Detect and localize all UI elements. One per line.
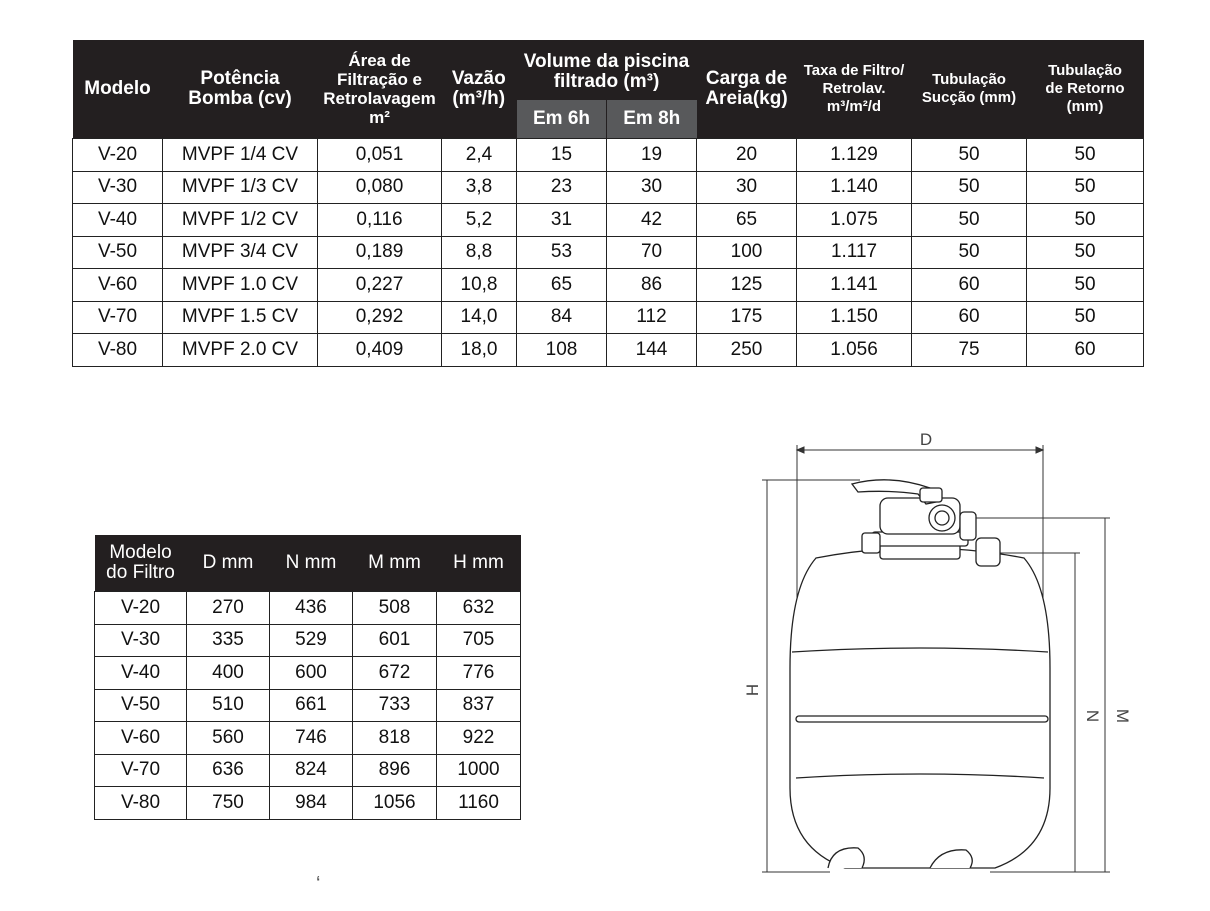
label-m: M	[1113, 708, 1132, 724]
header-em-6h: Em 6h	[517, 100, 607, 139]
cell-retorno: 50	[1027, 171, 1144, 204]
cell-modelo: V-40	[95, 657, 187, 690]
cell-n: 824	[270, 754, 353, 787]
header-succao: Tubulação Sucção (mm)	[912, 40, 1027, 139]
cell-succao: 50	[912, 171, 1027, 204]
cell-em-8h: 86	[607, 269, 697, 302]
header-carga: Carga de Areia(kg)	[697, 40, 797, 139]
cell-m: 1056	[353, 787, 437, 820]
cell-em-6h: 23	[517, 171, 607, 204]
cell-em-6h: 84	[517, 301, 607, 334]
cell-d: 335	[187, 624, 270, 657]
cell-modelo: V-30	[73, 171, 163, 204]
cell-retorno: 50	[1027, 204, 1144, 237]
cell-modelo: V-80	[95, 787, 187, 820]
cell-area: 0,189	[318, 236, 442, 269]
cell-succao: 60	[912, 269, 1027, 302]
cell-h: 776	[437, 657, 521, 690]
cell-h: 837	[437, 689, 521, 722]
cell-d: 510	[187, 689, 270, 722]
header-vazao: Vazão (m³/h)	[442, 40, 517, 139]
cell-succao: 60	[912, 301, 1027, 334]
cell-carga: 65	[697, 204, 797, 237]
cell-retorno: 50	[1027, 236, 1144, 269]
cell-d: 270	[187, 592, 270, 625]
tank-belt	[796, 716, 1048, 722]
cell-area: 0,292	[318, 301, 442, 334]
cell-modelo: V-60	[95, 722, 187, 755]
cell-potencia: MVPF 2.0 CV	[163, 334, 318, 367]
cell-h: 705	[437, 624, 521, 657]
tank-body	[790, 548, 1050, 868]
cell-n: 529	[270, 624, 353, 657]
cell-area: 0,409	[318, 334, 442, 367]
cell-n: 661	[270, 689, 353, 722]
cell-carga: 20	[697, 139, 797, 172]
cell-modelo: V-20	[73, 139, 163, 172]
header-area: Área de Filtração e Retrolavagem m²	[318, 40, 442, 139]
cell-potencia: MVPF 1/2 CV	[163, 204, 318, 237]
table-row	[95, 689, 521, 722]
cell-taxa: 1.056	[797, 334, 912, 367]
cell-modelo: V-40	[73, 204, 163, 237]
cell-d: 560	[187, 722, 270, 755]
cell-taxa: 1.129	[797, 139, 912, 172]
cell-potencia: MVPF 1/3 CV	[163, 171, 318, 204]
cell-h: 922	[437, 722, 521, 755]
dimensions-table	[94, 535, 521, 820]
header-taxa: Taxa de Filtro/ Retrolav. m³/m²/d	[797, 40, 912, 139]
cell-n: 600	[270, 657, 353, 690]
cell-succao: 50	[912, 139, 1027, 172]
filter-tank	[790, 480, 1050, 868]
table-row	[95, 722, 521, 755]
cell-taxa: 1.117	[797, 236, 912, 269]
spec-table-body	[73, 139, 1144, 367]
cell-area: 0,080	[318, 171, 442, 204]
cell-area: 0,116	[318, 204, 442, 237]
cell-em-8h: 112	[607, 301, 697, 334]
label-d: D	[919, 430, 933, 449]
cell-potencia: MVPF 1.0 CV	[163, 269, 318, 302]
cell-vazao: 8,8	[442, 236, 517, 269]
cell-carga: 125	[697, 269, 797, 302]
dimensions-table-header	[95, 535, 521, 592]
cell-modelo: V-50	[73, 236, 163, 269]
cell-area: 0,227	[318, 269, 442, 302]
cell-taxa: 1.150	[797, 301, 912, 334]
cell-em-6h: 15	[517, 139, 607, 172]
table-row	[95, 624, 521, 657]
cell-em-8h: 70	[607, 236, 697, 269]
cell-em-6h: 31	[517, 204, 607, 237]
cell-m: 818	[353, 722, 437, 755]
cell-taxa: 1.140	[797, 171, 912, 204]
spec-table	[72, 40, 1144, 367]
cell-m: 733	[353, 689, 437, 722]
cell-potencia: MVPF 1.5 CV	[163, 301, 318, 334]
cell-modelo: V-50	[95, 689, 187, 722]
header-potencia: Potência Bomba (cv)	[163, 40, 318, 139]
sand-filter-drawing	[740, 428, 1140, 888]
cell-carga: 30	[697, 171, 797, 204]
cell-carga: 250	[697, 334, 797, 367]
cell-n: 984	[270, 787, 353, 820]
header-m-mm: M mm	[353, 535, 437, 592]
header-modelo: Modelo	[73, 40, 163, 139]
cell-h: 1160	[437, 787, 521, 820]
table-row	[73, 171, 1144, 204]
table-row	[95, 657, 521, 690]
cell-em-8h: 144	[607, 334, 697, 367]
valve-side-port	[976, 538, 1000, 566]
cell-vazao: 2,4	[442, 139, 517, 172]
header-h-mm: H mm	[437, 535, 521, 592]
cell-em-6h: 53	[517, 236, 607, 269]
cell-m: 601	[353, 624, 437, 657]
cell-retorno: 50	[1027, 301, 1144, 334]
header-n-mm: N mm	[270, 535, 353, 592]
cell-potencia: MVPF 3/4 CV	[163, 236, 318, 269]
dimensions-table-body	[95, 592, 521, 820]
cell-retorno: 60	[1027, 334, 1144, 367]
header-retorno: Tubulação de Retorno (mm)	[1027, 40, 1144, 139]
table-row	[95, 592, 521, 625]
cell-m: 508	[353, 592, 437, 625]
table-row	[95, 754, 521, 787]
cell-taxa: 1.075	[797, 204, 912, 237]
header-em-8h: Em 8h	[607, 100, 697, 139]
cell-area: 0,051	[318, 139, 442, 172]
cell-carga: 100	[697, 236, 797, 269]
cell-h: 632	[437, 592, 521, 625]
table-row	[73, 269, 1144, 302]
cell-vazao: 5,2	[442, 204, 517, 237]
table-row	[73, 139, 1144, 172]
cell-em-8h: 19	[607, 139, 697, 172]
cell-retorno: 50	[1027, 269, 1144, 302]
cell-vazao: 14,0	[442, 301, 517, 334]
table-row	[73, 204, 1144, 237]
cell-vazao: 10,8	[442, 269, 517, 302]
header-volume: Volume da piscina filtrado (m³)	[517, 40, 697, 100]
cell-em-8h: 30	[607, 171, 697, 204]
cell-modelo: V-20	[95, 592, 187, 625]
table-row	[73, 236, 1144, 269]
table-row	[95, 787, 521, 820]
header-modelo-filtro: Modelo do Filtro	[95, 535, 187, 592]
cell-retorno: 50	[1027, 139, 1144, 172]
label-n: N	[1083, 709, 1102, 723]
cell-modelo: V-80	[73, 334, 163, 367]
cell-carga: 175	[697, 301, 797, 334]
cell-modelo: V-60	[73, 269, 163, 302]
cell-m: 896	[353, 754, 437, 787]
cell-succao: 75	[912, 334, 1027, 367]
cell-vazao: 18,0	[442, 334, 517, 367]
cell-h: 1000	[437, 754, 521, 787]
cell-modelo: V-30	[95, 624, 187, 657]
cell-n: 746	[270, 722, 353, 755]
table-row	[73, 334, 1144, 367]
cell-d: 750	[187, 787, 270, 820]
cell-potencia: MVPF 1/4 CV	[163, 139, 318, 172]
label-h: H	[743, 683, 762, 697]
cell-d: 400	[187, 657, 270, 690]
cell-modelo: V-70	[95, 754, 187, 787]
cell-modelo: V-70	[73, 301, 163, 334]
cell-d: 636	[187, 754, 270, 787]
cell-em-6h: 108	[517, 334, 607, 367]
cell-vazao: 3,8	[442, 171, 517, 204]
cell-em-6h: 65	[517, 269, 607, 302]
header-d-mm: D mm	[187, 535, 270, 592]
cell-taxa: 1.141	[797, 269, 912, 302]
stray-mark: ʻ	[316, 874, 321, 896]
cell-em-8h: 42	[607, 204, 697, 237]
cell-succao: 50	[912, 236, 1027, 269]
cell-n: 436	[270, 592, 353, 625]
cell-succao: 50	[912, 204, 1027, 237]
spec-table-header	[73, 40, 1144, 139]
table-row	[73, 301, 1144, 334]
cell-m: 672	[353, 657, 437, 690]
